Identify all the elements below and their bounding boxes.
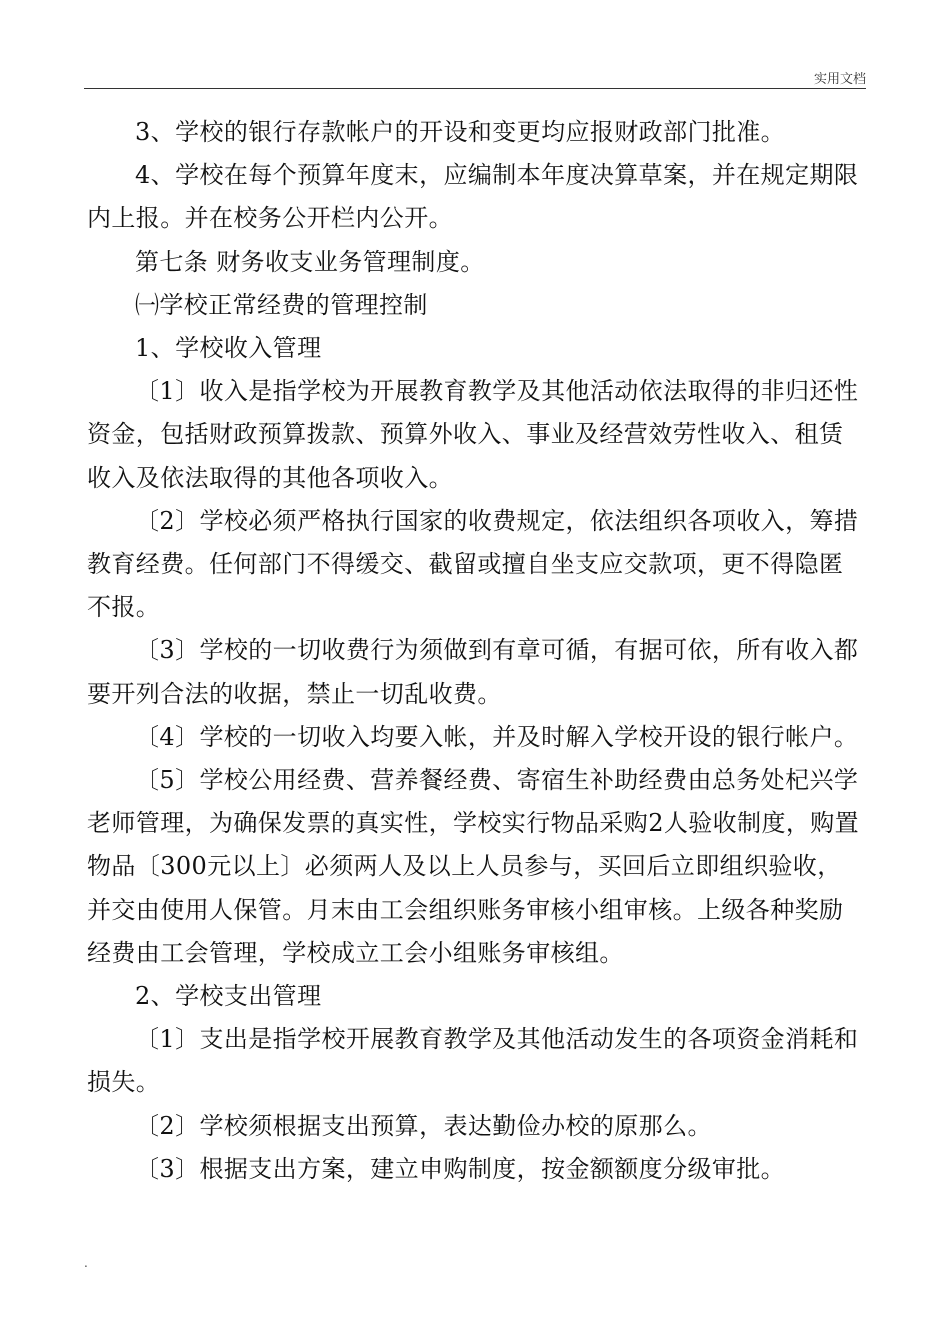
article-seven-heading: 第七条 财务收支业务管理制度。	[135, 247, 485, 276]
income-management-heading: 1、学校收入管理	[135, 334, 322, 363]
income-item-3: 〔3〕学校的一切收费行为须做到有章可循，有据可依，所有收入都要开列合法的收据，禁止一切乱收费。	[87, 636, 859, 708]
income-item-4: 〔4〕学校的一切收入均要入帐，并及时解入学校开设的银行帐户。	[135, 722, 859, 751]
footer-mark: .	[84, 1256, 88, 1270]
header-rule	[84, 88, 866, 89]
header-label: 实用文档	[813, 72, 866, 87]
expenditure-management-heading: 2、学校支出管理	[135, 982, 322, 1011]
paragraph-bank-account: 3、学校的银行存款帐户的开设和变更均应报财政部门批准。	[135, 118, 786, 146]
income-item-5: 〔5〕学校公用经费、营养餐经费、寄宿生补助经费由总务处杞兴学老师管理，为确保发票的真实性，学校实行物品采购2人验收制度，购置物品〔300元以上〕必须两人及以上人员参与，买回后立即组织验收，并交由使用人保管。月末由工会组织账务审核小组审核。上级各种奖励经费由工会管理，学校成立工会小组账务审核组。	[87, 766, 860, 967]
expenditure-item-2: 〔2〕学校须根据支出预算，表达勤俭办校的原那么。	[135, 1111, 712, 1140]
income-item-1: 〔1〕收入是指学校为开展教育教学及其他活动依法取得的非归还性资金，包括财政预算拨款、预算外收入、事业及经营效劳性收入、租赁收入及依法取得的其他各项收入。	[87, 377, 859, 492]
expenditure-item-1: 〔1〕支出是指学校开展教育教学及其他活动发生的各项资金消耗和损失。	[87, 1025, 859, 1097]
income-item-2: 〔2〕学校必须严格执行国家的收费规定，依法组织各项收入，筹措教育经费。任何部门不得缓交、截留或擅自坐支应交款项，更不得隐匿不报。	[87, 506, 859, 622]
expenditure-item-3: 〔3〕根据支出方案，建立申购制度，按金额额度分级审批。	[135, 1154, 786, 1183]
section-one-heading: ㈠学校正常经费的管理控制	[135, 290, 428, 319]
paragraph-final-accounts: 4、学校在每个预算年度末，应编制本年度决算草案，并在规定期限内上报。并在校务公开栏内公开。	[87, 161, 859, 233]
document-body	[87, 111, 865, 1191]
